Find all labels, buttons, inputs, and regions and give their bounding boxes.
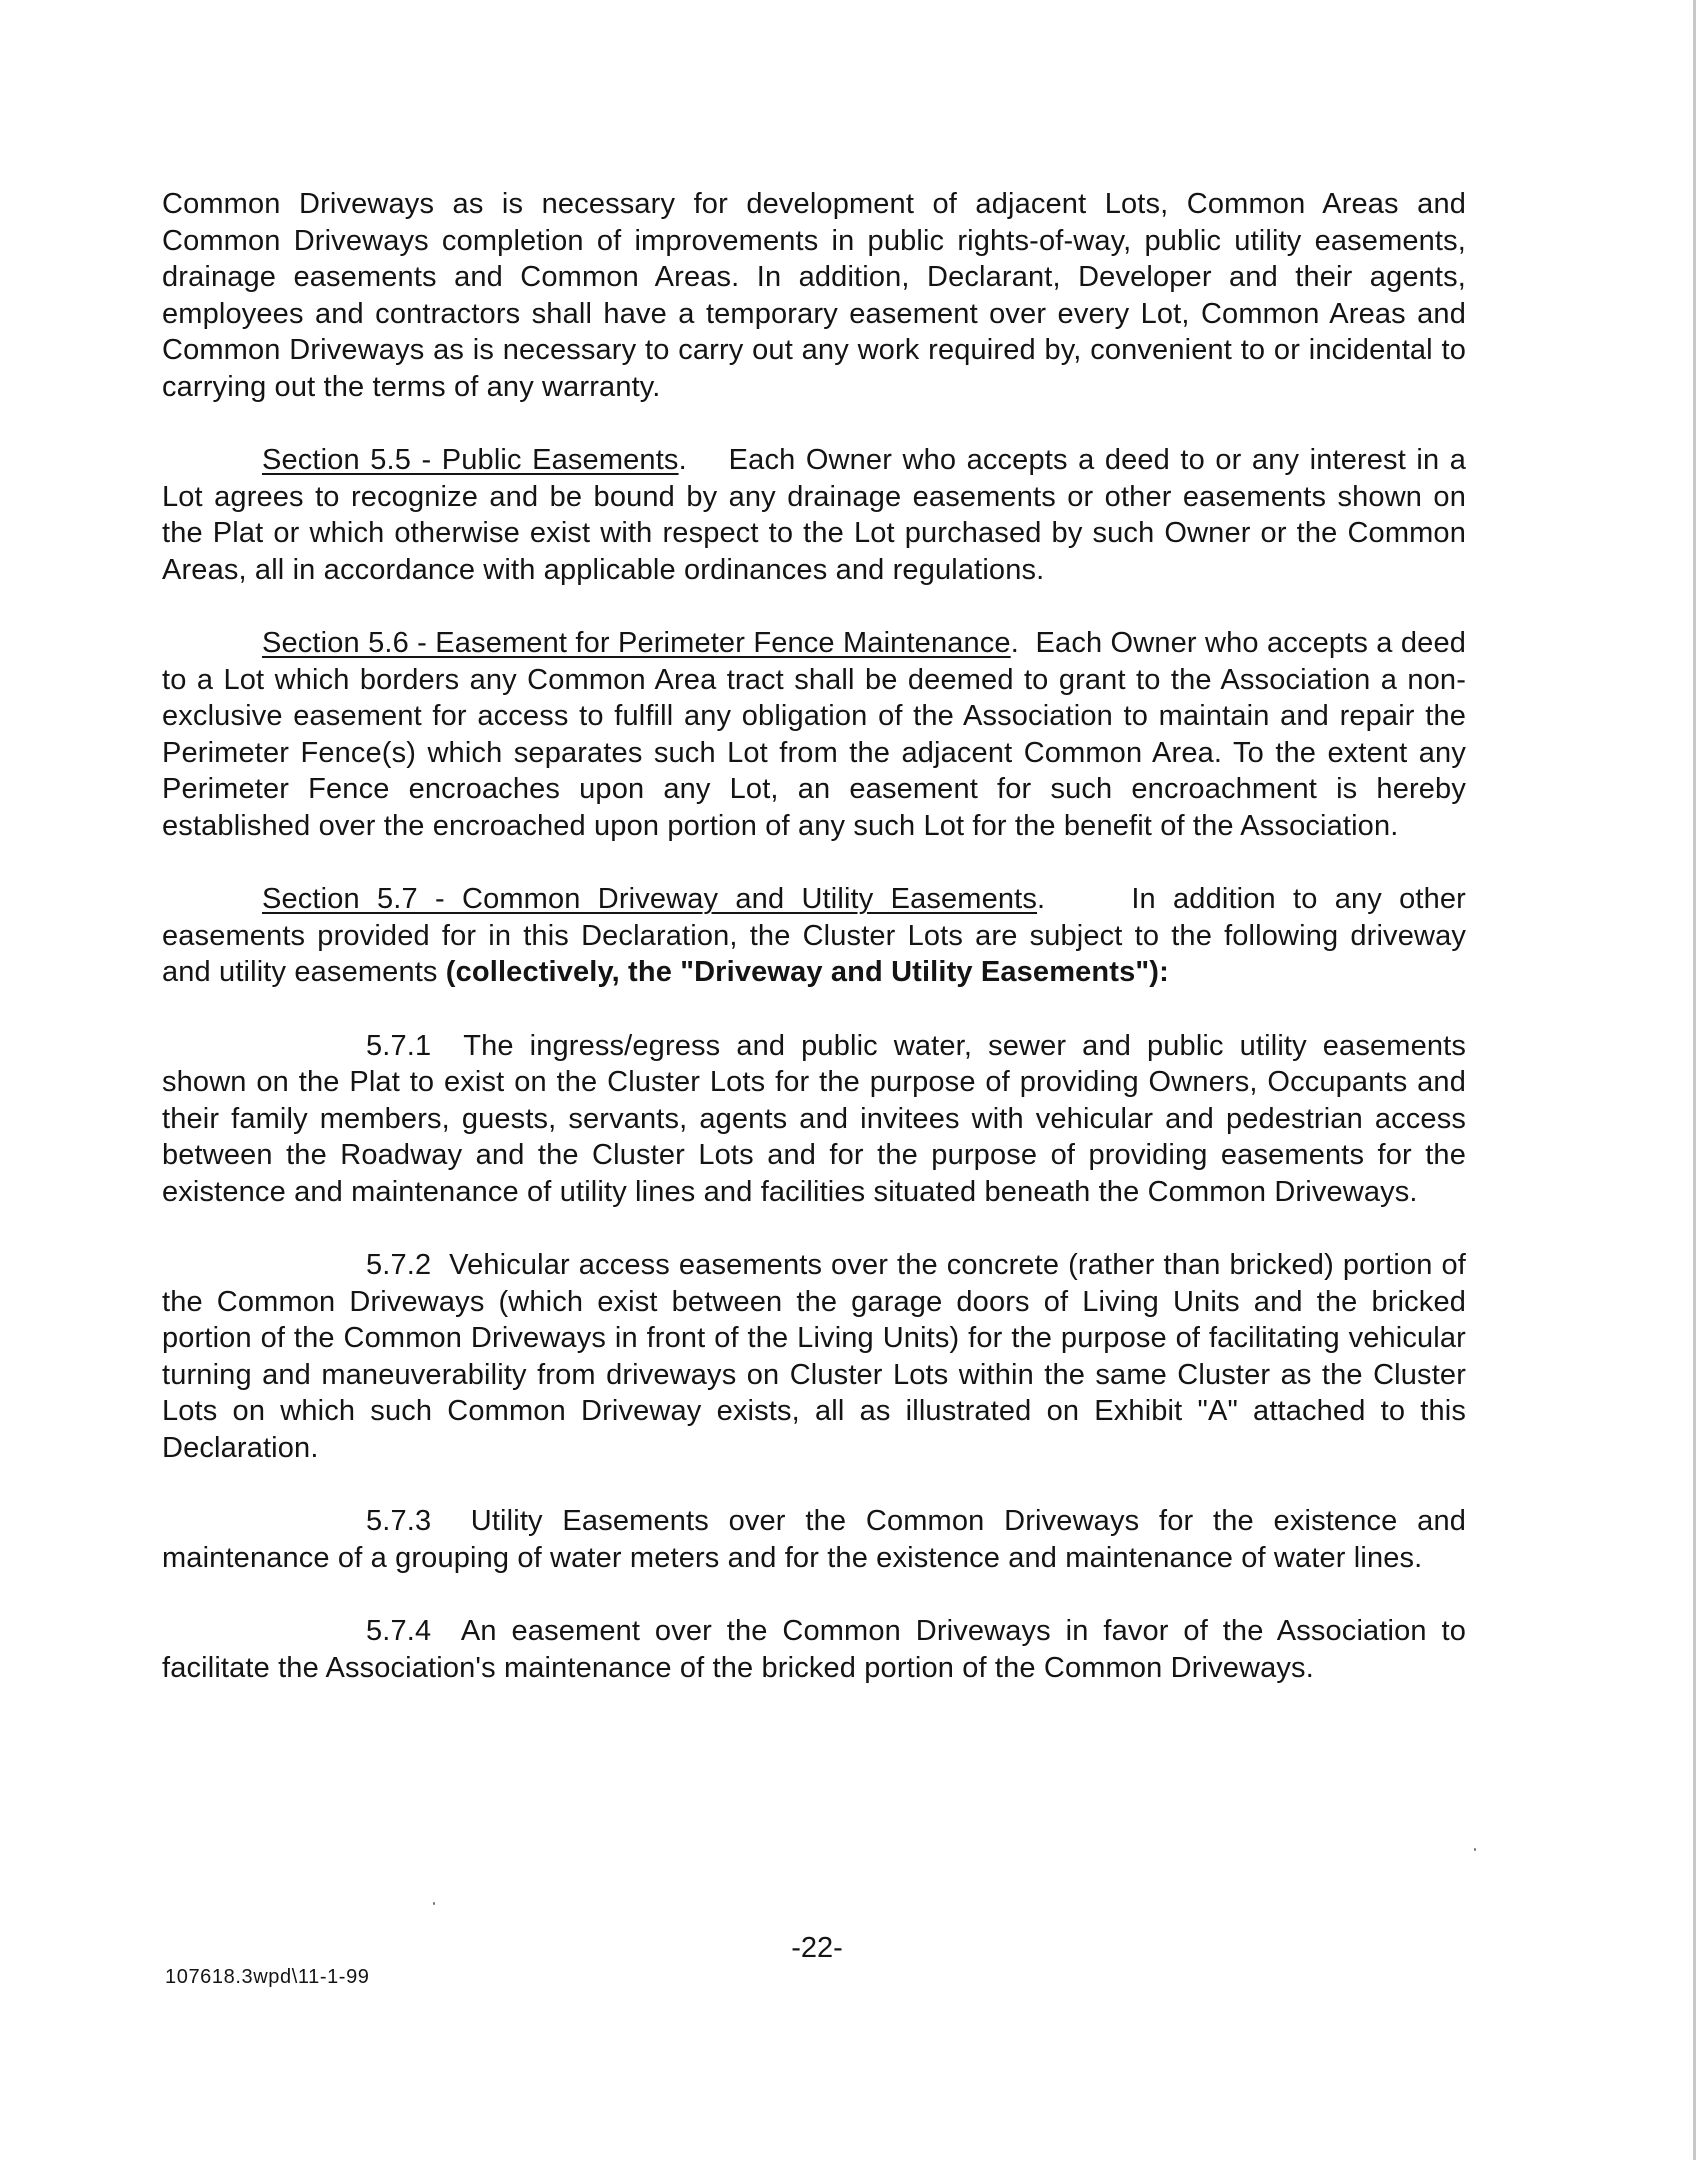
section-5-6-heading: Section 5.6 - Easement for Perimeter Fence Maintenance — [262, 627, 1011, 659]
subsection-5-7-1-number: 5.7.1 — [366, 1029, 432, 1062]
document-id: 107618.3wpd\11-1-99 — [165, 1966, 370, 1988]
subsection-5-7-4 — [162, 1613, 1466, 1686]
subsection-5-7-2 — [162, 1247, 1466, 1466]
section-5-7: Section 5.7 - Common Driveway and Utility Easements. In addition to any other easements provided for in this Declaration, the Cluster Lots are subject to the following driveway and utility easements (collectively, the "Driveway and Utility Easements"): — [162, 883, 1466, 988]
page-number: -22- — [791, 1932, 843, 1964]
section-5-5-heading: Section 5.5 - Public Easements — [262, 444, 679, 476]
paragraph-continuation — [162, 186, 1466, 405]
subsection-5-7-1-body: The ingress/egress and public water, sewer and public utility easements shown on the Plat to exist on the Cluster Lots for the purpose of providing Owners, Occupants and their family members, guests, servants, agents and invitees with vehicular and pedestrian access between the Roadway and the Cluster Lots and for the purpose of providing easements for the existence and maintenance of utility lines and facilities situated beneath the Common Driveways. — [162, 1029, 1466, 1208]
section-5-6: Section 5.6 - Easement for Perimeter Fence Maintenance. Each Owner who accepts a deed to a Lot which borders any Common Area tract shall be deemed to grant to the Association a non-exclusive easement for access to fulfill any obligation of the Association to maintain and repair the Perimeter Fence(s) which separates such Lot from the adjacent Common Area. To the extent any Perimeter Fence encroaches upon any Lot, an easement for such encroachment is hereby established over the encroached upon portion of any such Lot for the benefit of the Association. — [162, 627, 1467, 842]
subsection-5-7-3 — [162, 1503, 1466, 1576]
continuation-text: Common Driveways as is necessary for development of adjacent Lots, Common Areas and Common Driveways completion of improvements in public rights-of-way, public utility easements, drainage easements and Common Areas. In addition, Declarant, Developer and their agents, employees and contractors shall have a temporary easement over every Lot, Common Areas and Common Driveways as is necessary to carry out any work required by, convenient to or incidental to carrying out the terms of any warranty. — [162, 188, 1466, 403]
section-5-5-body: Each Owner who accepts a deed to or any interest in a Lot agrees to recognize and be bound by any drainage easements or other easements shown on the Plat or which otherwise exist with respect to the Lot purchased by such Owner or the Common Areas, all in accordance with applicable ordinances and regulations. — [162, 444, 1467, 586]
scan-speck — [1474, 1848, 1476, 1851]
document-body — [162, 186, 1466, 1723]
subsection-5-7-3-number: 5.7.3 — [366, 1505, 432, 1537]
section-5-5: Section 5.5 - Public Easements. Each Owner who accepts a deed to or any interest in a Lot agrees to recognize and be bound by any drainage easements or other easements shown on the Plat or which otherwise exist with respect to the Lot purchased by such Owner or the Common Areas, all in accordance with applicable ordinances and regulations. — [162, 444, 1467, 586]
section-5-7-body: In addition to any other easements provided for in this Declaration, the Cluster Lots are subject to the following driveway and utility easements — [162, 883, 1466, 988]
subsection-5-7-2-number: 5.7.2 — [366, 1249, 432, 1281]
section-5-7-heading: Section 5.7 - Common Driveway and Utility Easements — [262, 883, 1038, 915]
scan-speck — [433, 1902, 435, 1905]
subsection-5-7-4-number: 5.7.4 — [366, 1615, 432, 1647]
subsection-5-7-4-body: An easement over the Common Driveways in favor of the Association to facilitate the Association's maintenance of the bricked portion of the Common Driveways. — [162, 1615, 1466, 1684]
section-5-7-defined-term: (collectively, the "Driveway and Utility Easements"): — [445, 956, 1169, 988]
section-5-6-body: Each Owner who accepts a deed to a Lot which borders any Common Area tract shall be deemed to grant to the Association a non-exclusive easement for access to fulfill any obligation of the Association to maintain and repair the Perimeter Fence(s) which separates such Lot from the adjacent Common Area. To the extent any Perimeter Fence encroaches upon any Lot, an easement for such encroachment is hereby established over the encroached upon portion of any such Lot for the benefit of the Association. — [162, 627, 1467, 842]
subsection-5-7-1 — [162, 1028, 1466, 1211]
subsection-5-7-3-body: Utility Easements over the Common Driveways for the existence and maintenance of a grouping of water meters and for the existence and maintenance of water lines. — [162, 1505, 1466, 1574]
subsection-5-7-2-body: Vehicular access easements over the concrete (rather than bricked) portion of the Common Driveways (which exist between the garage doors of Living Units and the bricked portion of the Common Driveways in front of the Living Units) for the purpose of facilitating vehicular turning and maneuverability from driveways on Cluster Lots within the same Cluster as the Cluster Lots on which such Common Driveway exists, all as illustrated on Exhibit "A" attached to this Declaration. — [162, 1249, 1466, 1464]
